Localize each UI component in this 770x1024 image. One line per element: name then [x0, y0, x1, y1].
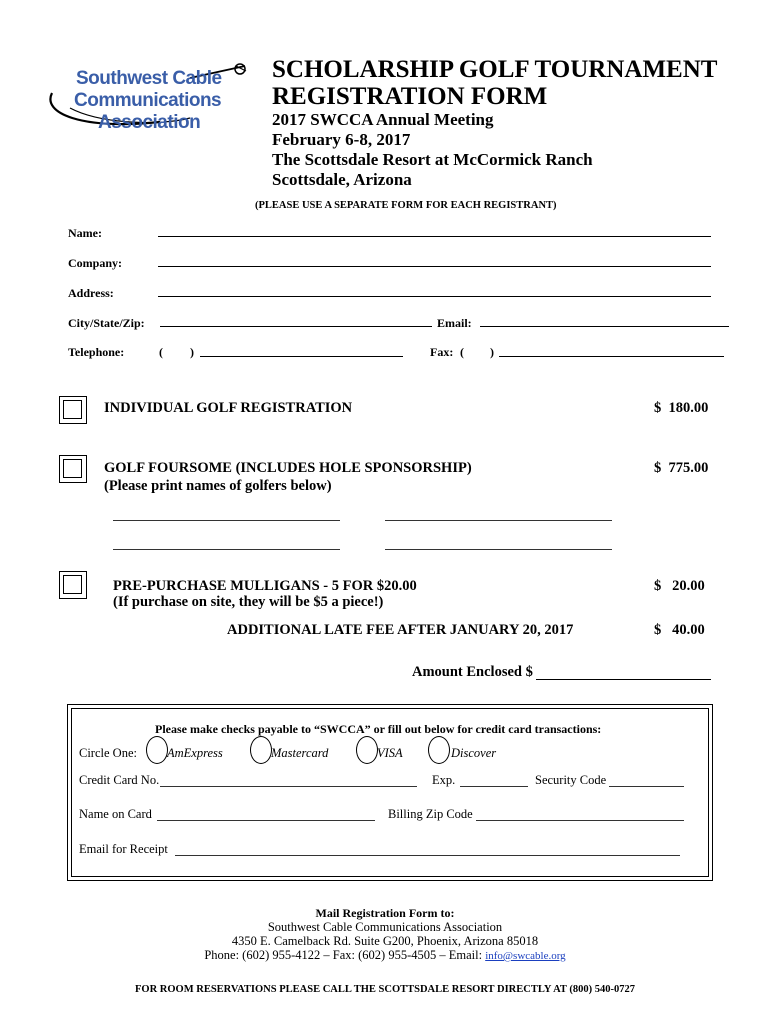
logo — [40, 58, 255, 136]
separate-form-note: (PLEASE USE A SEPARATE FORM FOR EACH REGISTRANT) — [255, 200, 557, 211]
fax-field[interactable] — [499, 356, 724, 357]
telephone-label: Telephone: — [68, 345, 125, 359]
mail-contact — [0, 948, 770, 963]
event-city: Scottsdale, Arizona — [272, 170, 412, 189]
telephone-field[interactable] — [200, 356, 403, 357]
golfer-name-2[interactable] — [385, 520, 612, 521]
address-field[interactable] — [158, 296, 711, 297]
city-state-zip-label: City/State/Zip: — [68, 316, 145, 330]
security-code-field[interactable] — [609, 786, 684, 787]
individual-golf-price: $ 180.00 — [654, 400, 709, 416]
discover-oval[interactable] — [428, 736, 450, 764]
late-fee-price: $ 40.00 — [654, 622, 705, 638]
mulligans-checkbox[interactable] — [59, 571, 87, 599]
billing-zip-field[interactable] — [476, 820, 684, 821]
golfer-name-4[interactable] — [385, 549, 612, 550]
address-label: Address: — [68, 286, 114, 300]
logo-line-1: Southwest Cable — [76, 68, 222, 89]
individual-golf-label: INDIVIDUAL GOLF REGISTRATION — [104, 400, 353, 416]
company-field[interactable] — [158, 266, 711, 267]
golfer-name-1[interactable] — [113, 520, 340, 521]
circle-one-label: Circle One: — [79, 746, 137, 760]
event-dates: February 6-8, 2017 — [272, 130, 411, 149]
email-receipt-label: Email for Receipt — [79, 842, 168, 856]
golf-foursome-checkbox[interactable] — [59, 455, 87, 483]
phone-fax-text: Phone: (602) 955-4122 – Fax: (602) 955-4505 – Email: — [204, 948, 486, 962]
mastercard-oval[interactable] — [250, 736, 272, 764]
event-venue: The Scottsdale Resort at McCormick Ranch — [272, 150, 593, 169]
payment-instructions: Please make checks payable to “SWCCA” or fill out below for credit card transactions: — [155, 722, 602, 736]
amexpress-oval[interactable] — [146, 736, 168, 764]
telephone-paren-close: ) — [190, 345, 194, 359]
logo-line-2: Communications — [74, 90, 222, 111]
amount-enclosed-label: Amount Enclosed $ — [412, 664, 533, 680]
email-field[interactable] — [480, 326, 729, 327]
company-label: Company: — [68, 256, 123, 270]
golf-foursome-price: $ 775.00 — [654, 460, 709, 476]
mail-heading: Mail Registration Form to: — [315, 906, 455, 920]
billing-zip-label: Billing Zip Code — [388, 807, 473, 821]
golf-foursome-label: GOLF FOURSOME (INCLUDES HOLE SPONSORSHIP) — [104, 460, 472, 476]
late-fee-label: ADDITIONAL LATE FEE AFTER JANUARY 20, 2017 — [227, 622, 574, 638]
individual-golf-checkbox[interactable] — [59, 396, 87, 424]
security-code-label: Security Code — [535, 773, 607, 787]
fax-paren-open: ( — [460, 345, 464, 359]
email-label: Email: — [437, 316, 472, 330]
discover-option[interactable]: Discover — [451, 746, 497, 760]
visa-option[interactable]: VISA — [377, 746, 403, 760]
exp-field[interactable] — [460, 786, 528, 787]
event-name: 2017 SWCCA Annual Meeting — [272, 110, 494, 129]
exp-label: Exp. — [432, 773, 456, 787]
fax-paren-close: ) — [490, 345, 494, 359]
city-state-zip-field[interactable] — [160, 326, 432, 327]
mulligans-sublabel: (If purchase on site, they will be $5 a piece!) — [113, 594, 384, 610]
name-on-card-label: Name on Card — [79, 807, 152, 821]
golfer-name-3[interactable] — [113, 549, 340, 550]
visa-oval[interactable] — [356, 736, 378, 764]
page-title: SCHOLARSHIP GOLF TOURNAMENT — [272, 56, 718, 83]
amount-enclosed-field[interactable] — [536, 679, 711, 680]
telephone-paren-open: ( — [159, 345, 163, 359]
golf-foursome-sublabel: (Please print names of golfers below) — [104, 478, 332, 494]
mulligans-label: PRE-PURCHASE MULLIGANS - 5 FOR $20.00 — [113, 578, 417, 594]
logo-line-3: Association — [98, 112, 201, 133]
fax-label: Fax: — [430, 345, 454, 359]
name-field[interactable] — [158, 236, 711, 237]
mastercard-option[interactable]: Mastercard — [271, 746, 329, 760]
mulligans-price: $ 20.00 — [654, 578, 705, 594]
email-link[interactable]: info@swcable.org — [485, 950, 566, 962]
credit-card-label: Credit Card No. — [79, 773, 160, 787]
page-subtitle: REGISTRATION FORM — [272, 83, 548, 110]
amexpress-option[interactable]: AmExpress — [167, 746, 223, 760]
mail-address: 4350 E. Camelback Rd. Suite G200, Phoenix, Arizona 85018 — [231, 934, 539, 948]
email-receipt-field[interactable] — [175, 855, 680, 856]
name-label: Name: — [68, 226, 102, 240]
credit-card-field[interactable] — [160, 786, 417, 787]
mail-org: Southwest Cable Communications Association — [267, 920, 503, 934]
name-on-card-field[interactable] — [157, 820, 375, 821]
room-reservations-note: FOR ROOM RESERVATIONS PLEASE CALL THE SCOTTSDALE RESORT DIRECTLY AT (800) 540-0727 — [135, 984, 635, 995]
